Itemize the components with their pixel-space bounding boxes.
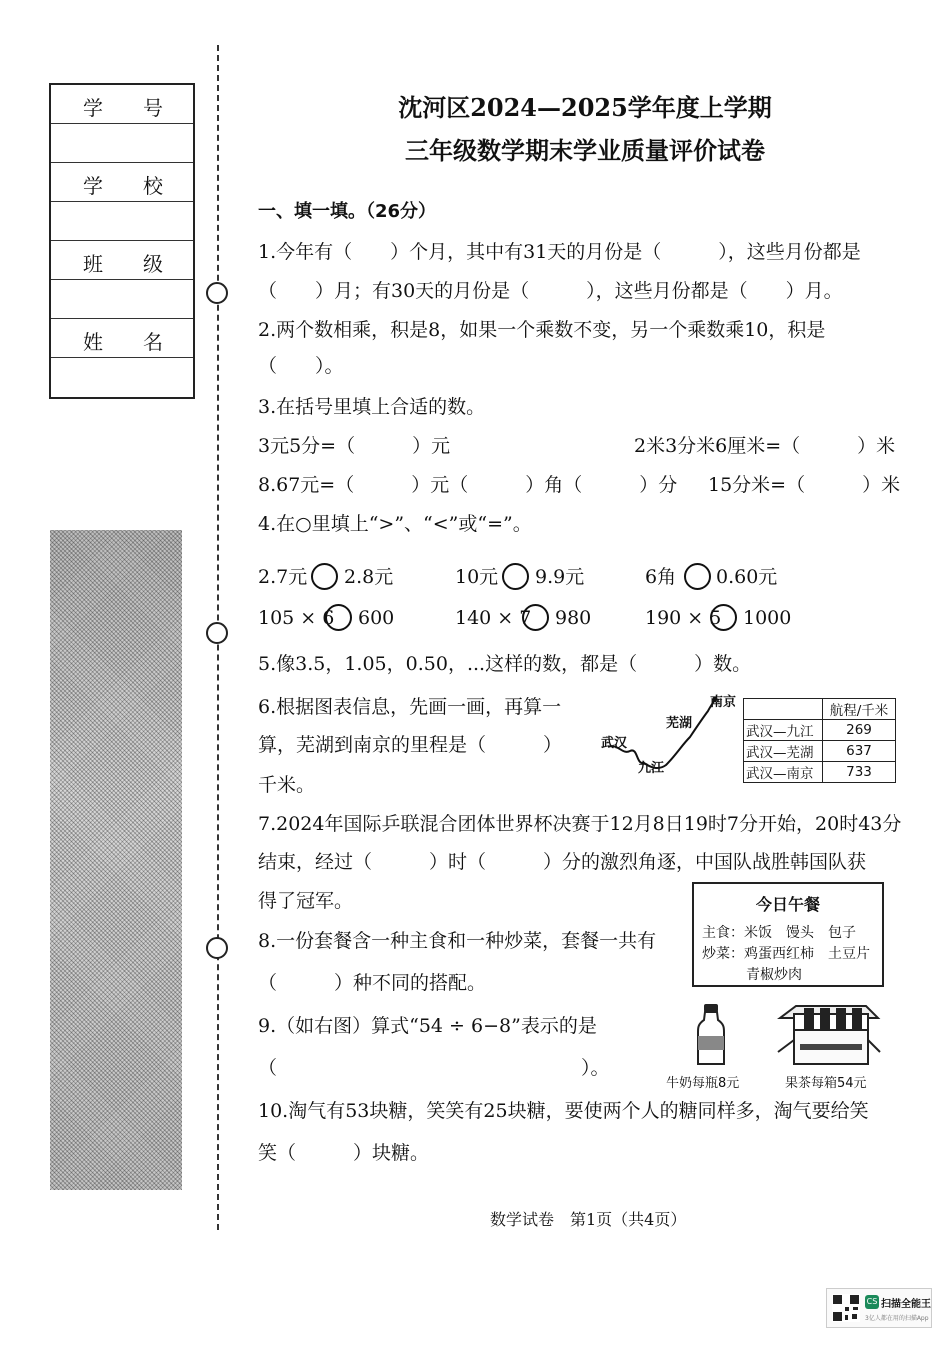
q4-stem: 4.在○里填上“>”、“<”或“=”。	[258, 513, 532, 535]
q4-item-left: 2.7元	[258, 566, 308, 588]
map-label-nanjing: 南京	[710, 695, 737, 710]
compare-circle[interactable]	[522, 604, 549, 631]
qr-code-icon	[832, 1294, 860, 1322]
q1-line2: （ ）月；有30天的月份是（ ），这些月份都是（ ）月。	[258, 280, 843, 302]
q4-item-left: 6角	[645, 566, 677, 588]
q7-line1: 7.2024年国际乒联混合团体世界杯决赛于12月8日19时7分开始，20时43分	[258, 813, 902, 835]
q9-line2: （ ）。	[258, 1057, 610, 1079]
scan-noise-strip	[50, 530, 182, 1190]
section-heading: 一、填一填。（26分）	[258, 201, 437, 222]
q8-line2: （ ）种不同的搭配。	[258, 972, 487, 994]
compare-circle[interactable]	[502, 563, 529, 590]
compare-circle[interactable]	[710, 604, 737, 631]
field-class: 班 级	[51, 241, 193, 280]
route-cell: 武汉—九江	[744, 720, 823, 741]
fruit-tea-box-icon	[774, 1000, 884, 1072]
q2-line1: 2.两个数相乘，积是8，如果一个乘数不变，另一个乘数乘10，积是	[258, 319, 826, 341]
table-row	[744, 762, 896, 783]
exam-title-line1: 沈河区2024—2025学年度上学期	[398, 93, 772, 122]
distance-cell: 269	[823, 720, 896, 741]
binding-hole	[206, 622, 228, 644]
q4-item-right: 600	[358, 607, 395, 629]
q4-item-right: 1000	[743, 607, 792, 629]
q6-line1: 6.根据图表信息，先画一画，再算一	[258, 696, 562, 718]
scanner-watermark	[826, 1288, 932, 1328]
compare-circle[interactable]	[325, 604, 352, 631]
map-label-wuhan: 武汉	[601, 736, 628, 751]
q7-line2: 结束，经过（ ）时（ ）分的激烈角逐，中国队战胜韩国队获	[258, 851, 867, 873]
field-name: 姓 名	[51, 319, 193, 358]
table-row	[744, 720, 896, 741]
distance-table	[743, 698, 896, 783]
q3-stem: 3.在括号里填上合适的数。	[258, 396, 486, 418]
camscanner-logo: CS	[865, 1295, 879, 1309]
q6-line3: 千米。	[258, 774, 316, 796]
compare-circle[interactable]	[684, 563, 711, 590]
q1-line1: 1.今年有（ ）个月，其中有31天的月份是（ ），这些月份都是	[258, 241, 861, 263]
q4-item-right: 9.9元	[535, 566, 585, 588]
menu-staple: 主食：米饭 馒头 包子	[702, 925, 856, 941]
q6-line2: 算，芜湖到南京的里程是（ ）	[258, 734, 563, 756]
binding-hole	[206, 282, 228, 304]
table-header-cell	[744, 699, 823, 720]
q7-line3: 得了冠军。	[258, 890, 354, 912]
q4-item-left: 140 × 7	[455, 607, 532, 629]
field-school-blank[interactable]	[51, 202, 193, 241]
field-name-blank[interactable]	[51, 358, 193, 397]
table-header-row	[744, 699, 896, 720]
distance-cell: 637	[823, 741, 896, 762]
field-school: 学 校	[51, 163, 193, 202]
menu-dish2: 青椒炒肉	[746, 967, 802, 983]
map-label-jiujiang: 九江	[638, 761, 665, 776]
page-footer: 数学试卷 第1页（共4页）	[490, 1210, 687, 1229]
q3-c: 8.67元=（ ）元（ ）角（ ）分	[258, 474, 678, 496]
lunch-menu-box	[692, 882, 884, 987]
q4-item-right: 2.8元	[344, 566, 394, 588]
compare-circle[interactable]	[311, 563, 338, 590]
milk-price-label: 牛奶每瓶8元	[666, 1076, 740, 1091]
binding-hole	[206, 937, 228, 959]
q4-item-left: 105 × 6	[258, 607, 335, 629]
q3-a: 3元5分=（ ）元	[258, 435, 451, 457]
table-row	[744, 741, 896, 762]
q5-text: 5.像3.5，1.05，0.50，...这样的数，都是（ ）数。	[258, 653, 752, 675]
menu-dish: 炒菜：鸡蛋西红柿 土豆片	[702, 946, 870, 962]
q2-line2: （ ）。	[258, 355, 344, 377]
exam-title-line2: 三年级数学期末学业质量评价试卷	[405, 136, 765, 165]
camscanner-brand: 扫描全能王	[881, 1299, 931, 1310]
tea-price-label: 果茶每箱54元	[785, 1076, 867, 1091]
q10-line2: 笑（ ）块糖。	[258, 1142, 430, 1164]
q3-d: 15分米=（ ）米	[708, 474, 901, 496]
q4-item-right: 0.60元	[716, 566, 778, 588]
student-info-table	[49, 83, 195, 399]
q4-item-left: 190 × 5	[645, 607, 722, 629]
field-class-blank[interactable]	[51, 280, 193, 319]
q10-line1: 10.淘气有53块糖，笑笑有25块糖，要使两个人的糖同样多，淘气要给笑	[258, 1100, 869, 1122]
q4-item-right: 980	[555, 607, 592, 629]
q4-item-left: 10元	[455, 566, 499, 588]
route-cell: 武汉—芜湖	[744, 741, 823, 762]
menu-title: 今日午餐	[756, 895, 821, 914]
field-student-id: 学 号	[51, 85, 193, 124]
field-student-id-blank[interactable]	[51, 124, 193, 163]
milk-bottle-icon	[692, 1002, 732, 1068]
q8-line1: 8.一份套餐含一种主食和一种炒菜，套餐一共有	[258, 930, 657, 952]
route-cell: 武汉—南京	[744, 762, 823, 783]
q9-line1: 9.（如右图）算式“54 ÷ 6−8”表示的是	[258, 1015, 597, 1037]
q3-b: 2米3分米6厘米=（ ）米	[634, 435, 896, 457]
distance-cell: 733	[823, 762, 896, 783]
camscanner-tagline: 3亿人都在用的扫描App	[865, 1315, 929, 1322]
table-header-cell: 航程/千米	[823, 699, 896, 720]
map-label-wuhu: 芜湖	[666, 716, 693, 731]
